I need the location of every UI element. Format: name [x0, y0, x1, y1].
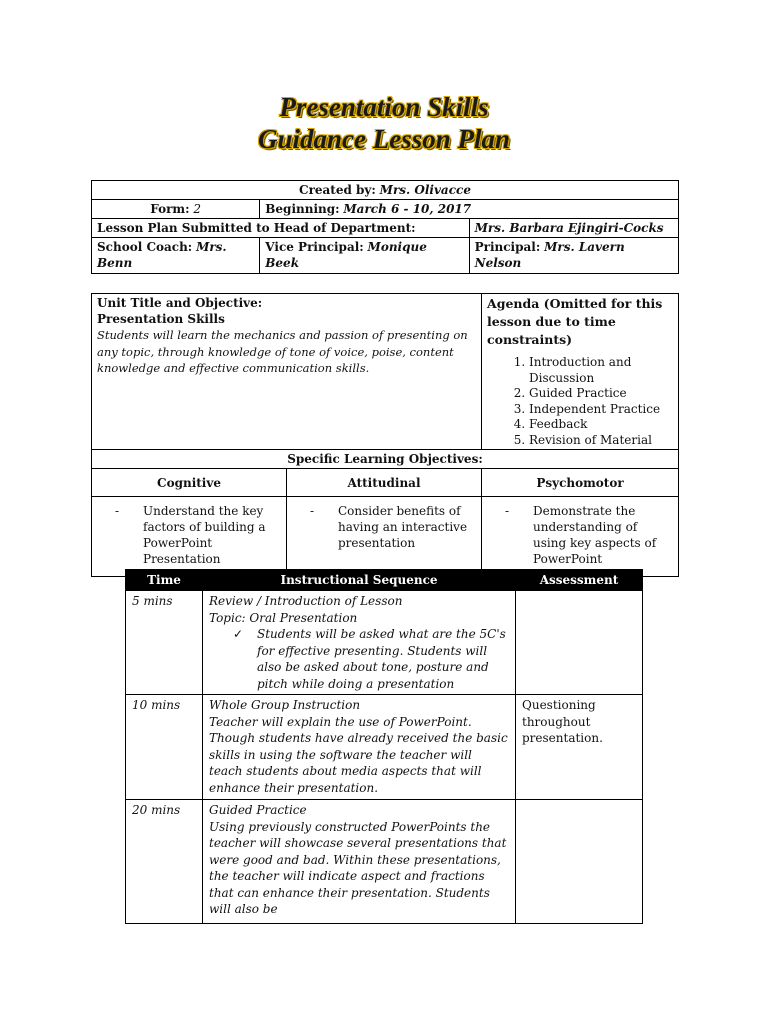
psychomotor-objective-cell: [482, 497, 679, 577]
form-cell: [92, 200, 260, 219]
school-coach-cell: [92, 238, 260, 274]
form-value: 2: [193, 202, 202, 216]
agenda-item: 1. Introduction and Discussion: [529, 355, 673, 386]
beginning-cell: [260, 200, 679, 219]
agenda-item: 2. Guided Practice: [529, 386, 673, 402]
agenda-heading: Agenda (Omitted for this lesson due to time constraints): [487, 296, 663, 347]
row-topic: Topic: Oral Presentation: [209, 610, 358, 625]
created-by-value: Mrs. Olivacce: [379, 183, 471, 197]
principal-cell: [469, 238, 678, 274]
column-cognitive: Cognitive: [92, 469, 287, 497]
document-title-line2: Guidance Lesson Plan: [257, 124, 511, 154]
psychomotor-objective: Demonstrate the understanding of using key aspects of PowerPoint: [533, 504, 657, 566]
agenda-cell: [482, 294, 679, 450]
beginning-value: March 6 - 10, 2017: [343, 202, 472, 216]
principal-label: Principal:: [474, 240, 541, 254]
cognitive-objective-cell: [92, 497, 287, 577]
attitudinal-objective-cell: [287, 497, 482, 577]
coach-label: School Coach:: [97, 240, 193, 254]
agenda-item: 4. Feedback: [529, 417, 673, 433]
row-time: 20 mins: [126, 800, 203, 924]
vice-principal-cell: [260, 238, 469, 274]
row-time: 5 mins: [126, 591, 203, 695]
row-body: Using previously constructed PowerPoints the teacher will showcase several presentations that were good and bad. Within these presentations, the teacher will indicate aspect and fractions that can enhance their presentation. Students will also be: [209, 819, 507, 916]
created-by-cell: [92, 181, 679, 200]
table-row: [126, 591, 643, 695]
row-title: Whole Group Instruction: [209, 698, 361, 712]
created-by-label: Created by:: [299, 183, 376, 197]
row-title: Review / Introduction of Lesson: [209, 594, 403, 608]
cognitive-objective: Understand the key factors of building a PowerPoint Presentation: [143, 504, 266, 566]
row-assessment: [516, 591, 643, 695]
row-time: 10 mins: [126, 695, 203, 800]
row-body: Teacher will explain the use of PowerPoint. Though students have already received the basic skills in using the software the teacher will teach students about media aspects that will enhance their presentation.: [209, 714, 508, 795]
row-assessment: Questioning throughout presentation.: [516, 695, 643, 800]
beginning-label: Beginning:: [265, 202, 340, 216]
document-title-line1: Presentation Skills: [279, 92, 489, 122]
check-icon: ✓: [233, 627, 244, 641]
bullet-dash: -: [310, 504, 315, 518]
row-sequence: [203, 695, 516, 800]
row-title: Guided Practice: [209, 803, 307, 817]
unit-objective: Students will learn the mechanics and passion of presenting on any topic, through knowledge of tone of voice, poise, content knowledge and effective communication skills.: [97, 328, 468, 375]
form-label: Form:: [150, 202, 190, 216]
row-checked-text: Students will be asked what are the 5C's for effective presenting. Students will also be asked about tone, posture and pitch while doing a presentation: [257, 627, 506, 691]
agenda-list: [487, 355, 673, 448]
bullet-dash: -: [115, 504, 120, 518]
header-instructional-sequence: Instructional Sequence: [203, 570, 516, 591]
row-sequence: [203, 800, 516, 924]
bullet-dash: -: [505, 504, 510, 518]
table-row: [126, 695, 643, 800]
row-assessment: [516, 800, 643, 924]
unit-heading: Unit Title and Objective:: [97, 296, 263, 310]
header-time: Time: [126, 570, 203, 591]
agenda-item: 5. Revision of Material: [529, 433, 673, 449]
attitudinal-objective: Consider benefits of having an interactive presentation: [338, 504, 468, 550]
instructional-sequence-table: [125, 569, 643, 924]
header-assessment: Assessment: [516, 570, 643, 591]
column-psychomotor: Psychomotor: [482, 469, 679, 497]
unit-title-cell: [92, 294, 482, 450]
unit-title: Presentation Skills: [97, 312, 225, 326]
specific-objectives-heading: Specific Learning Objectives:: [92, 450, 679, 469]
lesson-info-table: [91, 180, 679, 274]
submitted-label: Lesson Plan Submitted to Head of Department:: [92, 219, 470, 238]
coach-value: Mrs. Benn: [97, 240, 227, 270]
vp-value: Monique Beek: [265, 240, 427, 270]
submitted-to-value: Mrs. Barbara Ejingiri-Cocks: [469, 219, 678, 238]
table-row: [126, 800, 643, 924]
agenda-item: 3. Independent Practice: [529, 402, 673, 418]
unit-objectives-table: [91, 293, 679, 577]
vp-label: Vice Principal:: [265, 240, 364, 254]
row-sequence: [203, 591, 516, 695]
column-attitudinal: Attitudinal: [287, 469, 482, 497]
principal-value: Mrs. Lavern Nelson: [474, 240, 625, 270]
